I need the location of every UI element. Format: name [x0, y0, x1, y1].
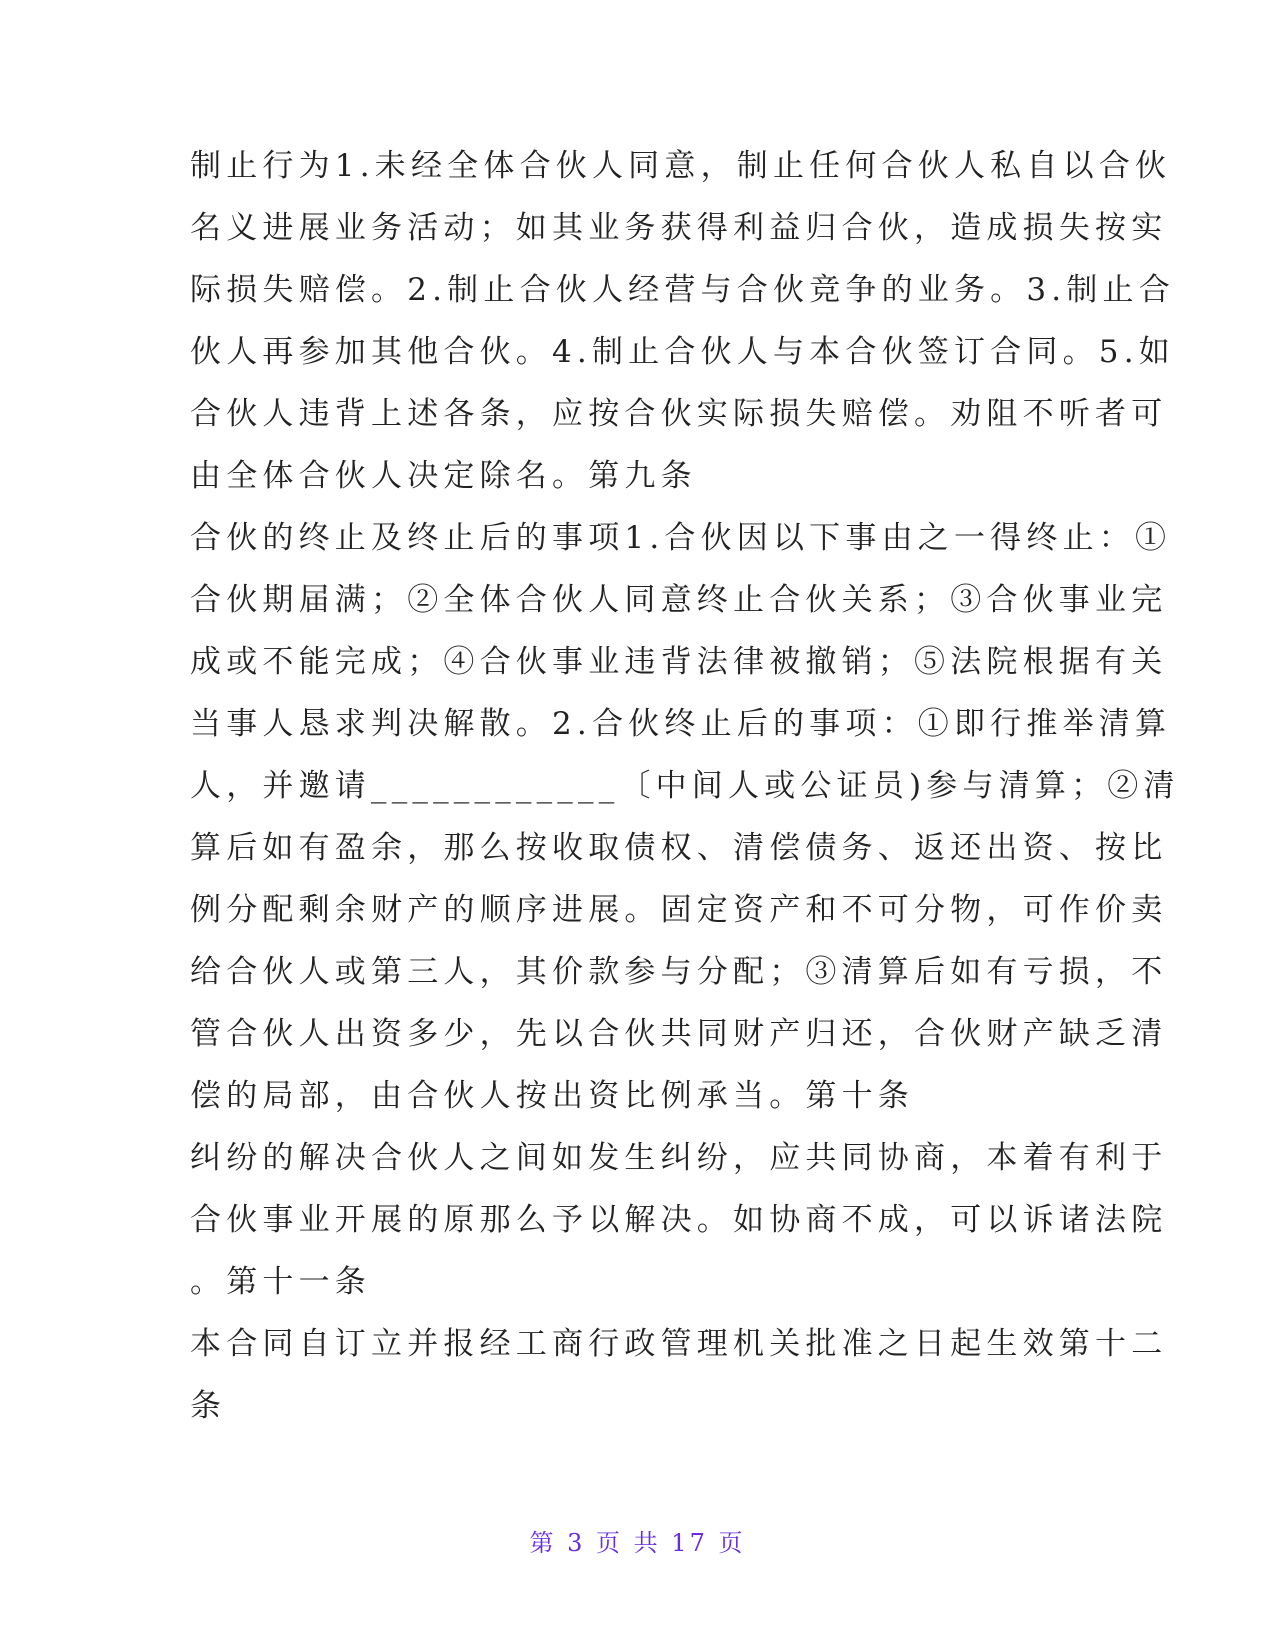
text-line: 伙人再参加其他合伙。4.制止合伙人与本合伙签订合同。5.如: [190, 334, 1175, 370]
text-line: 合伙事业开展的原那么予以解决。如协商不成，可以诉诸法院: [190, 1202, 1168, 1238]
text-line: 当事人恳求判决解散。2.合伙终止后的事项：①即行推举清算: [190, 706, 1172, 742]
text-line: 给合伙人或第三人，其价款参与分配；③清算后如有亏损，不: [190, 954, 1168, 990]
text-line: 纠纷的解决合伙人之间如发生纠纷，应共同协商，本着有利于: [190, 1140, 1168, 1176]
text-line: 制止行为1.未经全体合伙人同意，制止任何合伙人私自以合伙: [190, 148, 1172, 184]
text-line: 人，并邀请____________〔中间人或公证员)参与清算；②清: [190, 768, 1180, 804]
text-line: 例分配剩余财产的顺序进展。固定资产和不可分物，可作价卖: [190, 892, 1168, 928]
text-line: 由全体合伙人决定除名。第九条: [190, 458, 697, 494]
text-line: 名义进展业务活动；如其业务获得利益归合伙，造成损失按实: [190, 210, 1168, 246]
text-line: 条: [190, 1388, 227, 1424]
text-line: 合伙人违背上述各条，应按合伙实际损失赔偿。劝阻不听者可: [190, 396, 1168, 432]
text-line: 。第十一条: [190, 1264, 371, 1300]
text-line: 偿的局部，由合伙人按出资比例承当。第十条: [190, 1078, 914, 1114]
page-number-footer: 第 3 页 共 17 页: [529, 1529, 746, 1557]
text-line: 管合伙人出资多少，先以合伙共同财产归还，合伙财产缺乏清: [190, 1016, 1168, 1052]
text-line: 合伙的终止及终止后的事项1.合伙因以下事由之一得终止：①: [190, 520, 1172, 556]
text-line: 本合同自订立并报经工商行政管理机关批准之日起生效第十二: [190, 1326, 1168, 1362]
text-line: 成或不能完成；④合伙事业违背法律被撤销；⑤法院根据有关: [190, 644, 1168, 680]
text-line: 算后如有盈余，那么按收取债权、清偿债务、返还出资、按比: [190, 830, 1168, 866]
text-line: 合伙期届满；②全体合伙人同意终止合伙关系；③合伙事业完: [190, 582, 1168, 618]
text-line: 际损失赔偿。2.制止合伙人经营与合伙竞争的业务。3.制止合: [190, 272, 1175, 308]
